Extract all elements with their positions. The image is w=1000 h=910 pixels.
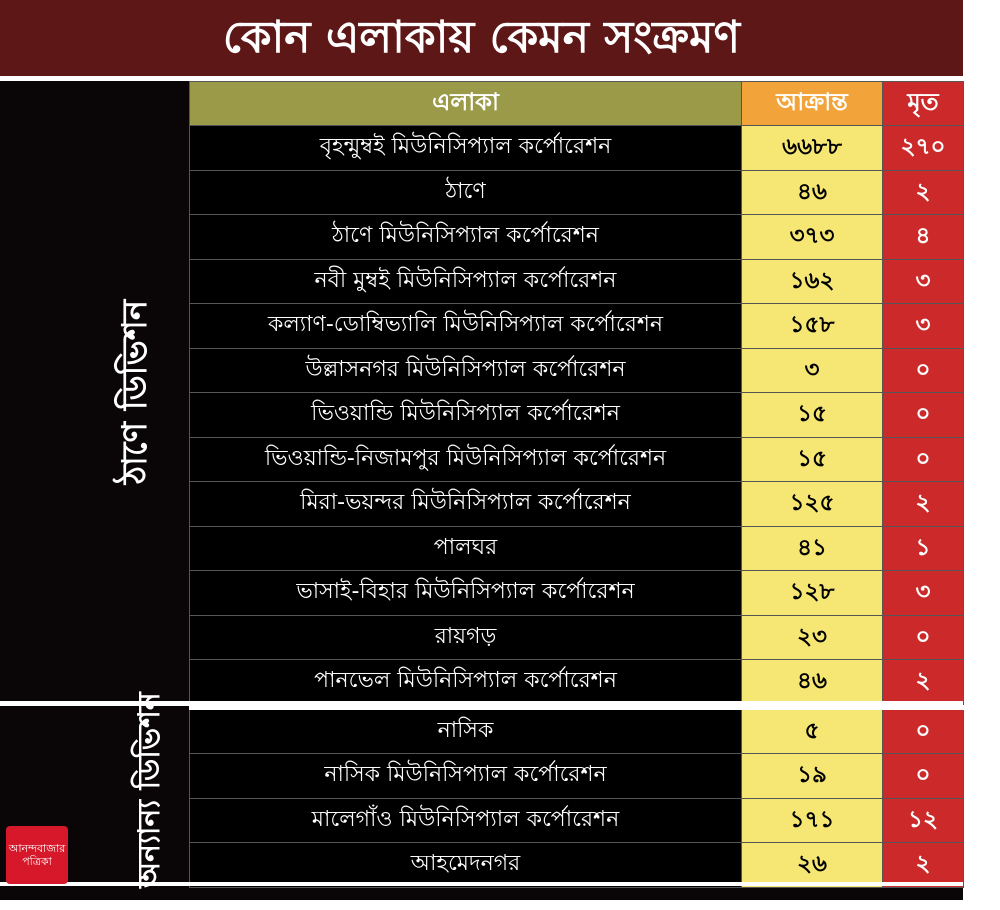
data-table	[189, 81, 964, 888]
table-row	[190, 126, 964, 171]
area-cell: মিরা-ভয়ন্দর মিউনিসিপ্যাল কর্পোরেশন	[190, 482, 742, 527]
dead-cell: ১২	[883, 798, 964, 843]
area-cell: মালেগাঁও মিউনিসিপ্যাল কর্পোরেশন	[190, 798, 742, 843]
area-cell: নাসিক	[190, 709, 742, 754]
table-row	[190, 482, 964, 527]
area-cell: ভাসাই-বিহার মিউনিসিপ্যাল কর্পোরেশন	[190, 571, 742, 616]
table-body	[190, 126, 964, 888]
area-cell: কল্যাণ-ডোম্বিভ্যালি মিউনিসিপ্যাল কর্পোরেশন	[190, 304, 742, 349]
dead-cell: ০	[883, 754, 964, 799]
table-row	[190, 526, 964, 571]
page-title: কোন এলাকায় কেমন সংক্রমণ	[0, 0, 963, 76]
dead-cell: ০	[883, 348, 964, 393]
area-cell: ঠাণে	[190, 170, 742, 215]
dead-cell: ২	[883, 170, 964, 215]
table-row	[190, 348, 964, 393]
dead-cell: ৩	[883, 571, 964, 616]
column-header-dead: মৃত	[883, 82, 964, 126]
dead-cell: ০	[883, 615, 964, 660]
table-row	[190, 259, 964, 304]
area-cell: রায়গড়	[190, 615, 742, 660]
publisher-logo	[6, 826, 68, 884]
affected-cell: ৫	[742, 709, 883, 754]
affected-cell: ১৯	[742, 754, 883, 799]
dead-cell: ২	[883, 482, 964, 527]
area-cell: বৃহন্মুম্বই মিউনিসিপ্যাল কর্পোরেশন	[190, 126, 742, 171]
group-label-thane: ঠাণে ডিভিশন	[115, 299, 155, 485]
dead-cell: ০	[883, 709, 964, 754]
area-cell: উল্লাসনগর মিউনিসিপ্যাল কর্পোরেশন	[190, 348, 742, 393]
affected-cell: ১৫৮	[742, 304, 883, 349]
dead-cell: ৪	[883, 215, 964, 260]
area-cell: নাসিক মিউনিসিপ্যাল কর্পোরেশন	[190, 754, 742, 799]
area-cell: পালঘর	[190, 526, 742, 571]
affected-cell: ২৬	[742, 843, 883, 888]
table-row	[190, 304, 964, 349]
affected-cell: ১৬২	[742, 259, 883, 304]
affected-cell: ৪৬	[742, 660, 883, 705]
affected-cell: ৩৭৩	[742, 215, 883, 260]
dead-cell: ২	[883, 660, 964, 705]
affected-cell: ১২৫	[742, 482, 883, 527]
area-cell: নবী মুম্বই মিউনিসিপ্যাল কর্পোরেশন	[190, 259, 742, 304]
affected-cell: ৩	[742, 348, 883, 393]
dead-cell: ১	[883, 526, 964, 571]
area-cell: ভিওয়ান্ডি-নিজামপুর মিউনিসিপ্যাল কর্পোরেশন	[190, 437, 742, 482]
table-row	[190, 437, 964, 482]
dead-cell: ৩	[883, 259, 964, 304]
dead-cell: ০	[883, 393, 964, 438]
affected-cell: ১৫	[742, 393, 883, 438]
affected-cell: ১৭১	[742, 798, 883, 843]
affected-cell: ৬৬৮৮	[742, 126, 883, 171]
group-label-other: অন্যান্য ডিভিশন	[132, 692, 167, 888]
column-header-affected: আক্রান্ত	[742, 82, 883, 126]
area-cell: আহমেদনগর	[190, 843, 742, 888]
dead-cell: ২	[883, 843, 964, 888]
affected-cell: ৪১	[742, 526, 883, 571]
table-row	[190, 709, 964, 754]
table-row	[190, 571, 964, 616]
affected-cell: ১৫	[742, 437, 883, 482]
affected-cell: ২৩	[742, 615, 883, 660]
dead-cell: ৩	[883, 304, 964, 349]
dead-cell: ২৭০	[883, 126, 964, 171]
affected-cell: ১২৮	[742, 571, 883, 616]
dead-cell: ০	[883, 437, 964, 482]
column-header-area: এলাকা	[190, 82, 742, 126]
area-cell: ঠাণে মিউনিসিপ্যাল কর্পোরেশন	[190, 215, 742, 260]
logo-line2: পত্রিকা	[22, 855, 52, 868]
logo-line1: আনন্দবাজার	[8, 842, 66, 855]
table-row	[190, 754, 964, 799]
table-row	[190, 170, 964, 215]
table-row	[190, 615, 964, 660]
table-row	[190, 393, 964, 438]
area-cell: ভিওয়ান্ডি মিউনিসিপ্যাল কর্পোরেশন	[190, 393, 742, 438]
area-cell: পানভেল মিউনিসিপ্যাল কর্পোরেশন	[190, 660, 742, 705]
affected-cell: ৪৬	[742, 170, 883, 215]
table-row	[190, 798, 964, 843]
table-row	[190, 660, 964, 705]
table-row	[190, 843, 964, 888]
table-row	[190, 215, 964, 260]
